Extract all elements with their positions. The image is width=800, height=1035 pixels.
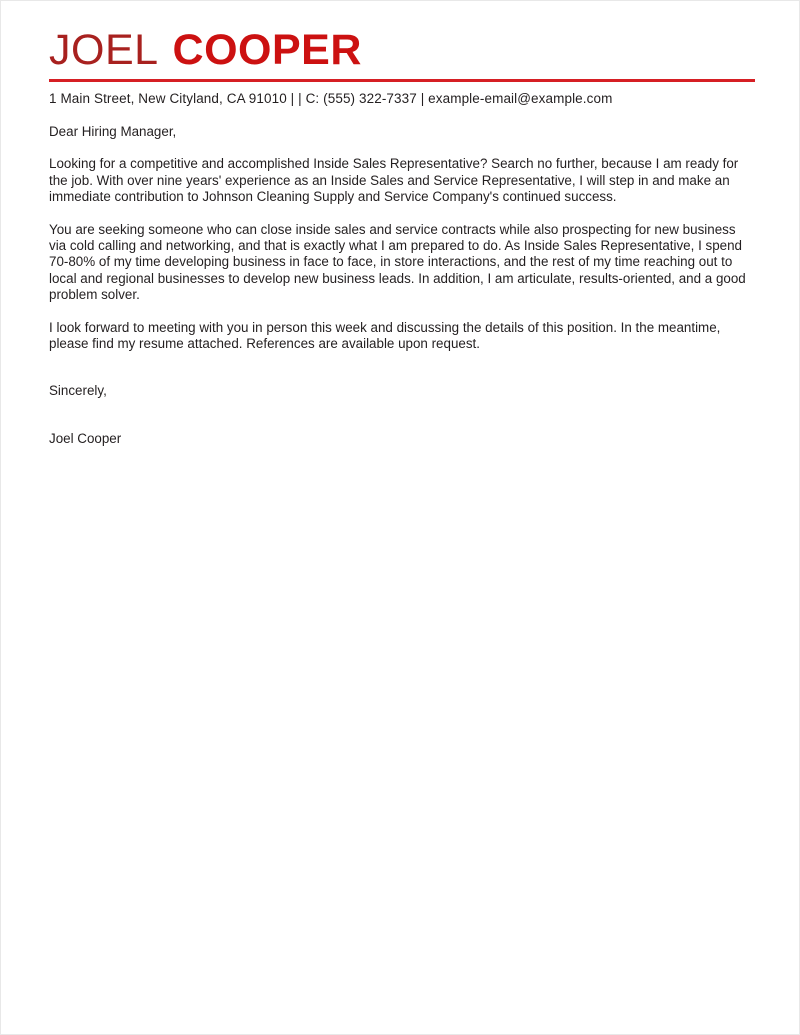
header-divider-rule [49,79,755,82]
signature-name: Joel Cooper [49,430,122,446]
body-paragraph-3: I look forward to meeting with you in person this week and discussing the details of this position. In the meantime, please find my resume attached. References are available upon request. [49,319,721,352]
letter-body [49,124,751,447]
last-name: COOPER [172,26,362,74]
letter-content [49,26,751,447]
letterhead-name [49,26,751,74]
first-name: JOEL [49,26,159,74]
contact-info-line: 1 Main Street, New Cityland, CA 91010 | | C: (555) 322-7337 | example-email@example.com [49,91,613,106]
salutation: Dear Hiring Manager, [49,124,177,139]
closing-salutation: Sincerely, [49,383,107,399]
body-paragraph-2: You are seeking someone who can close inside sales and service contracts while also prospecting for new business via cold calling and networking, and that is exactly what I am prepared to do. As Inside Sales Representative, I spend 70-80% of my time developing business in face to face, in store interactions, and the rest of my time reaching out to local and regional businesses to develop new business leads. In addition, I am articulate, results-oriented, and a good problem solver. [49,221,746,303]
body-paragraph-1: Looking for a competitive and accomplished Inside Sales Representative? Search no further, because I am ready for the job. With over nine years' experience as an Inside Sales and Service Representative, I will step in and make an immediate contribution to Johnson Cleaning Supply and Service Company's continued success. [49,156,739,205]
